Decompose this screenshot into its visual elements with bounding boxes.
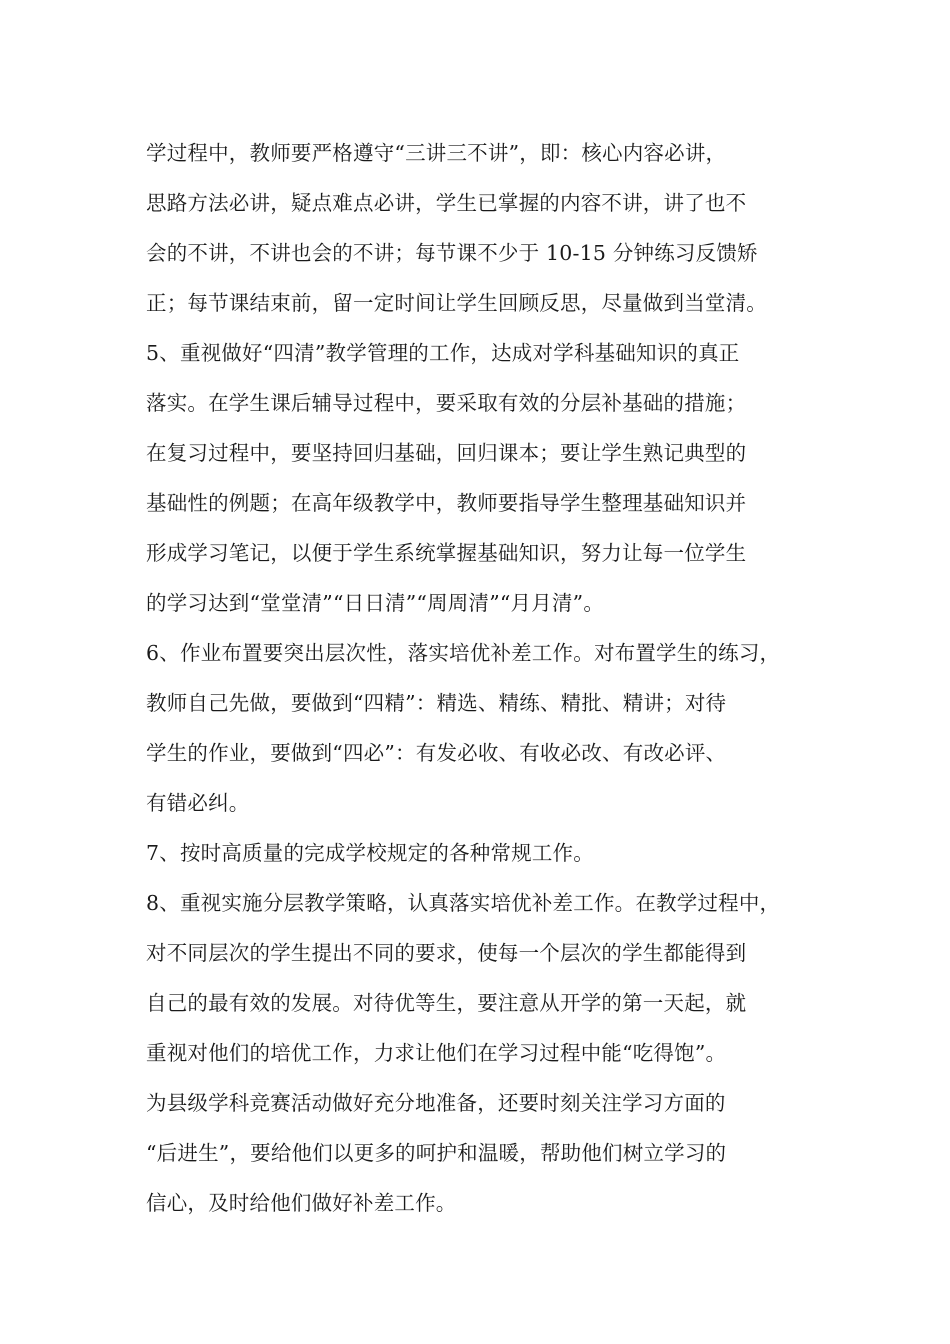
text-line: 学过程中，教师要严格遵守“三讲三不讲”，即：核心内容必讲，: [146, 141, 727, 165]
text-line: 思路方法必讲，疑点难点必讲，学生已掌握的内容不讲，讲了也不: [146, 191, 747, 215]
text-line: 形成学习笔记，以便于学生系统掌握基础知识，努力让每一位学生: [146, 541, 747, 565]
text-line: 信心，及时给他们做好补差工作。: [146, 1191, 457, 1215]
text-line: 5、重视做好“四清”教学管理的工作，达成对学科基础知识的真正: [146, 341, 740, 365]
text-line: 落实。在学生课后辅导过程中，要采取有效的分层补基础的措施；: [146, 391, 747, 415]
text-line: 8、重视实施分层教学策略，认真落实培优补差工作。在教学过程中，: [146, 891, 781, 915]
text-line: 自己的最有效的发展。对待优等生，要注意从开学的第一天起，就: [146, 991, 747, 1015]
document-body: [146, 128, 826, 1228]
text-line: 有错必纠。: [146, 791, 250, 815]
text-line: 基础性的例题；在高年级教学中，教师要指导学生整理基础知识并: [146, 491, 747, 515]
text-line: 在复习过程中，要坚持回归基础，回归课本；要让学生熟记典型的: [146, 441, 747, 465]
text-line: 6、作业布置要突出层次性，落实培优补差工作。对布置学生的练习，: [146, 641, 781, 665]
text-line: 对不同层次的学生提出不同的要求，使每一个层次的学生都能得到: [146, 941, 747, 965]
text-line: 重视对他们的培优工作，力求让他们在学习过程中能“吃得饱”。: [146, 1041, 727, 1065]
text-line: 会的不讲，不讲也会的不讲；每节课不少于 10-15 分钟练习反馈矫: [146, 241, 758, 265]
text-line: 7、按时高质量的完成学校规定的各种常规工作。: [146, 841, 594, 865]
text-line: 的学习达到“堂堂清”“日日清”“周周清”“月月清”。: [146, 591, 605, 615]
text-line: 正；每节课结束前，留一定时间让学生回顾反思，尽量做到当堂清。: [146, 291, 767, 315]
text-line: 为县级学科竞赛活动做好充分地准备，还要时刻关注学习方面的: [146, 1091, 726, 1115]
text-line: 教师自己先做，要做到“四精”：精选、精练、精批、精讲；对待: [146, 691, 727, 715]
text-line: “后进生”，要给他们以更多的呵护和温暖，帮助他们树立学习的: [146, 1141, 727, 1165]
text-line: 学生的作业，要做到“四必”：有发必收、有收必改、有改必评、: [146, 741, 727, 765]
